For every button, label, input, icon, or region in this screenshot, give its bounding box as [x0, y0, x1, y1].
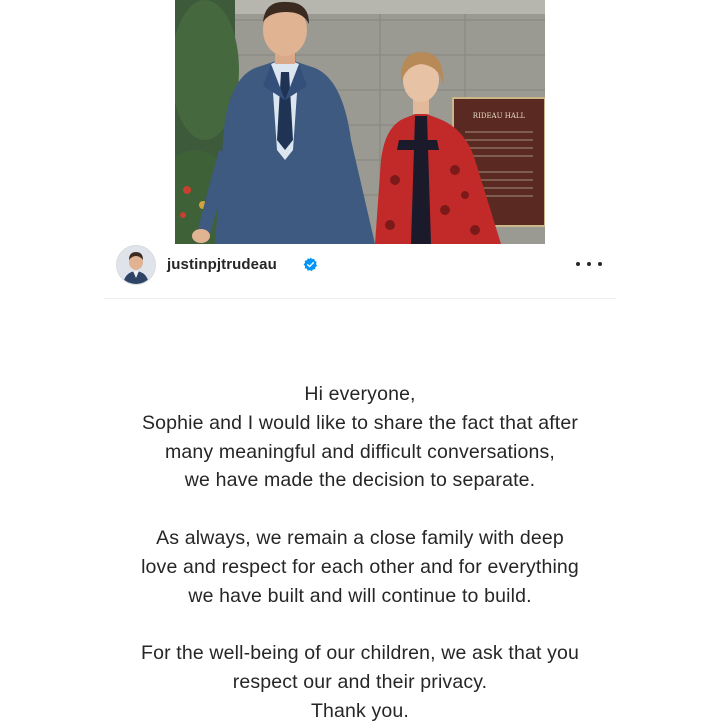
- post-header: [104, 240, 616, 299]
- statement-line: we have made the decision to separate.: [184, 469, 536, 492]
- plaque-text: RIDEAU HALL: [472, 112, 526, 120]
- more-dot: [576, 262, 580, 266]
- statement-line: many meaningful and difficult conversations,: [165, 440, 555, 463]
- post-photo[interactable]: [175, 0, 545, 244]
- statement-line: we have built and will continue to build.: [188, 584, 532, 607]
- verified-badge-icon: [303, 257, 318, 272]
- statement-line: Sophie and I would like to share the fact that after: [142, 411, 578, 434]
- more-dot: [587, 262, 591, 266]
- statement-line: Thank you.: [311, 699, 409, 722]
- statement-line: Hi everyone,: [304, 383, 416, 405]
- post-statement: [60, 380, 660, 726]
- photo-illustration: [175, 0, 545, 244]
- more-options-button[interactable]: [576, 254, 602, 274]
- statement-line: As always, we remain a close family with deep: [156, 526, 564, 549]
- profile-avatar[interactable]: [116, 245, 156, 285]
- avatar-icon: [117, 246, 155, 284]
- username[interactable]: justinpjtrudeau: [167, 256, 277, 273]
- statement-line: love and respect for each other and for everything: [141, 555, 579, 578]
- paragraph-gap: [60, 610, 660, 639]
- paragraph-gap: [60, 495, 660, 524]
- more-dot: [598, 262, 602, 266]
- statement-line: respect our and their privacy.: [232, 670, 488, 693]
- statement-line: For the well-being of our children, we ask that you: [141, 642, 579, 665]
